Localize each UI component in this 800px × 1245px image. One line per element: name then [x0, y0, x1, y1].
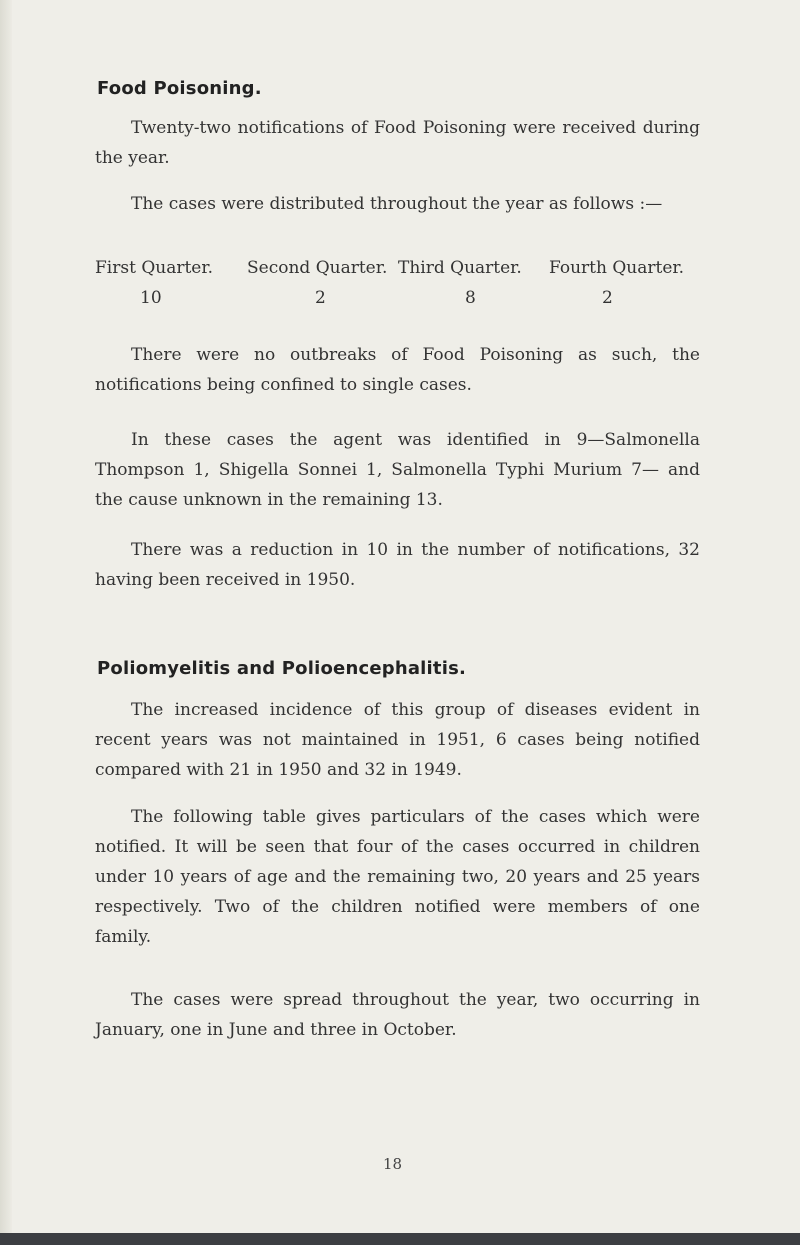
- food-poisoning-paragraph-1: [95, 113, 700, 173]
- quarter-value: 8: [465, 288, 476, 308]
- paragraph-text: The cases were distributed throughout the year as follows :—: [131, 194, 663, 214]
- scan-bottom-edge: [0, 1233, 800, 1245]
- page-number: 18: [383, 1155, 403, 1173]
- quarter-label: First Quarter.: [95, 258, 214, 278]
- food-poisoning-paragraph-2: [95, 189, 700, 219]
- paragraph-text: The increased incidence of this group of diseases evident in recent years was not maintained in 1951, 6 cases being notified compared with 21 in 1950 and 32 in 1949.: [95, 700, 700, 780]
- paragraph-text: There were no outbreaks of Food Poisoning as such, the notifications being confined to single cases.: [95, 345, 700, 395]
- food-poisoning-paragraph-5: [95, 535, 700, 595]
- poliomyelitis-paragraph-1: [95, 695, 700, 785]
- quarter-label: Third Quarter.: [398, 258, 522, 278]
- food-poisoning-paragraph-3: [95, 340, 700, 400]
- paragraph-text: In these cases the agent was identified in 9—Salmonella Thompson 1, Shigella Sonnei 1, Salmonella Typhi Murium 7— and the cause unknown in the remaining 13.: [95, 430, 700, 510]
- paragraph-text: Twenty-two notifications of Food Poisoning were received during the year.: [95, 118, 700, 168]
- poliomyelitis-heading: Poliomyelitis and Polioencephalitis.: [97, 658, 467, 679]
- poliomyelitis-paragraph-2: [95, 802, 700, 952]
- page-edge-shadow: [0, 0, 12, 1245]
- quarter-value: 2: [602, 288, 613, 308]
- food-poisoning-heading: Food Poisoning.: [97, 78, 262, 99]
- poliomyelitis-paragraph-3: [95, 985, 700, 1045]
- quarter-label: Second Quarter.: [247, 258, 388, 278]
- quarter-value: 2: [315, 288, 326, 308]
- paragraph-text: The cases were spread throughout the year, two occurring in January, one in June and three in October.: [95, 990, 700, 1040]
- food-poisoning-paragraph-4: [95, 425, 700, 515]
- quarter-label: Fourth Quarter.: [549, 258, 685, 278]
- paragraph-text: The following table gives particulars of the cases which were notified. It will be seen that four of the cases occurred in children under 10 years of age and the remaining two, 20 years and 25 years respectively. Two of the children notified were members of one family.: [95, 807, 700, 947]
- quarter-value: 10: [140, 288, 162, 308]
- paragraph-text: There was a reduction in 10 in the number of notifications, 32 having been received in 1950.: [95, 540, 700, 590]
